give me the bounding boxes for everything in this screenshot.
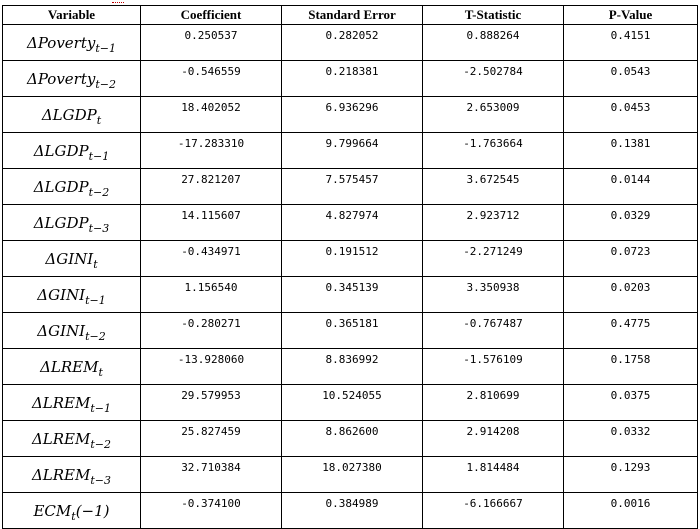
std-error-cell: 9.799664 — [282, 133, 423, 169]
variable-cell — [3, 169, 141, 205]
std-error-cell: 7.575457 — [282, 169, 423, 205]
variable-subscript: t — [98, 365, 103, 379]
variable-name: ΔLREM — [31, 393, 91, 412]
p-value-cell: 0.0543 — [564, 61, 698, 97]
variable-cell — [3, 457, 141, 493]
variable-name: ΔLREM — [31, 429, 91, 448]
t-statistic-cell: -6.166667 — [423, 493, 564, 529]
std-error-cell: 0.384989 — [282, 493, 423, 529]
variable-subscript: t−3 — [90, 473, 112, 487]
std-error-cell: 18.027380 — [282, 457, 423, 493]
table-row — [3, 421, 698, 457]
std-error-cell: 6.936296 — [282, 97, 423, 133]
coefficient-cell: -13.928060 — [141, 349, 282, 385]
std-error-cell: 10.524055 — [282, 385, 423, 421]
variable-subscript: t−2 — [88, 185, 110, 199]
p-value-cell: 0.0203 — [564, 277, 698, 313]
variable-cell — [3, 241, 141, 277]
variable-cell — [3, 133, 141, 169]
t-statistic-cell: 3.672545 — [423, 169, 564, 205]
coefficient-cell: 27.821207 — [141, 169, 282, 205]
variable-name: ΔLGDP — [33, 141, 89, 160]
t-statistic-cell: -2.271249 — [423, 241, 564, 277]
t-statistic-cell: -1.763664 — [423, 133, 564, 169]
std-error-cell: 0.365181 — [282, 313, 423, 349]
variable-cell — [3, 97, 141, 133]
t-statistic-cell: 3.350938 — [423, 277, 564, 313]
p-value-cell: 0.4151 — [564, 25, 698, 61]
variable-name: ΔGINI — [45, 249, 94, 268]
variable-name: ECM — [33, 501, 72, 520]
spellcheck-underline — [112, 0, 124, 3]
coefficient-cell: -0.434971 — [141, 241, 282, 277]
variable-name: ΔLGDP — [33, 177, 89, 196]
p-value-cell: 0.1758 — [564, 349, 698, 385]
header-std-error: Standard Error — [282, 6, 423, 25]
variable-cell — [3, 313, 141, 349]
variable-cell — [3, 205, 141, 241]
table-row — [3, 25, 698, 61]
header-coefficient: Coefficient — [141, 6, 282, 25]
p-value-cell: 0.0329 — [564, 205, 698, 241]
table-row — [3, 457, 698, 493]
coefficient-cell: 18.402052 — [141, 97, 282, 133]
std-error-cell: 8.862600 — [282, 421, 423, 457]
t-statistic-cell: 2.923712 — [423, 205, 564, 241]
table-row — [3, 133, 698, 169]
variable-cell — [3, 349, 141, 385]
t-statistic-cell: 0.888264 — [423, 25, 564, 61]
t-statistic-cell: 2.914208 — [423, 421, 564, 457]
table-row — [3, 241, 698, 277]
variable-lag-suffix: (−1) — [75, 501, 110, 520]
variable-subscript: t — [96, 113, 102, 127]
std-error-cell: 0.191512 — [282, 241, 423, 277]
coefficient-cell: 29.579953 — [141, 385, 282, 421]
regression-table — [2, 5, 698, 529]
variable-subscript: t−1 — [90, 401, 112, 415]
p-value-cell: 0.0332 — [564, 421, 698, 457]
variable-name: ΔLGDP — [33, 213, 89, 232]
p-value-cell: 0.4775 — [564, 313, 698, 349]
table-row — [3, 493, 698, 529]
p-value-cell: 0.1293 — [564, 457, 698, 493]
variable-subscript: t−1 — [88, 149, 110, 163]
variable-name: ΔPoverty — [26, 69, 96, 88]
coefficient-cell: -0.546559 — [141, 61, 282, 97]
table-row — [3, 61, 698, 97]
t-statistic-cell: 2.810699 — [423, 385, 564, 421]
coefficient-cell: 0.250537 — [141, 25, 282, 61]
coefficient-cell: -0.374100 — [141, 493, 282, 529]
std-error-cell: 0.345139 — [282, 277, 423, 313]
coefficient-cell: 1.156540 — [141, 277, 282, 313]
t-statistic-cell: 2.653009 — [423, 97, 564, 133]
p-value-cell: 0.1381 — [564, 133, 698, 169]
std-error-cell: 8.836992 — [282, 349, 423, 385]
p-value-cell: 0.0144 — [564, 169, 698, 205]
coefficient-cell: 14.115607 — [141, 205, 282, 241]
variable-name: ΔLREM — [31, 465, 91, 484]
variable-name: ΔLREM — [40, 357, 99, 376]
variable-subscript: t−3 — [88, 221, 110, 235]
std-error-cell: 4.827974 — [282, 205, 423, 241]
p-value-cell: 0.0375 — [564, 385, 698, 421]
table-row — [3, 169, 698, 205]
header-t-statistic: T-Statistic — [423, 6, 564, 25]
coefficient-cell: 32.710384 — [141, 457, 282, 493]
std-error-cell: 0.282052 — [282, 25, 423, 61]
variable-name: ΔGINI — [37, 285, 86, 304]
t-statistic-cell: -2.502784 — [423, 61, 564, 97]
header-variable: Variable — [3, 6, 141, 25]
header-p-value: P-Value — [564, 6, 698, 25]
coefficient-cell: -0.280271 — [141, 313, 282, 349]
variable-cell — [3, 421, 141, 457]
std-error-cell: 0.218381 — [282, 61, 423, 97]
p-value-cell: 0.0453 — [564, 97, 698, 133]
table-row — [3, 349, 698, 385]
variable-cell — [3, 61, 141, 97]
variable-name: ΔGINI — [37, 321, 86, 340]
t-statistic-cell: -1.576109 — [423, 349, 564, 385]
table-row — [3, 205, 698, 241]
variable-subscript: t−2 — [90, 437, 112, 451]
variable-subscript: t−1 — [95, 41, 116, 55]
variable-name: ΔLGDP — [41, 105, 97, 124]
coefficient-cell: 25.827459 — [141, 421, 282, 457]
t-statistic-cell: 1.814484 — [423, 457, 564, 493]
variable-cell — [3, 25, 141, 61]
variable-cell — [3, 385, 141, 421]
variable-cell — [3, 277, 141, 313]
p-value-cell: 0.0723 — [564, 241, 698, 277]
variable-subscript: t — [71, 509, 76, 523]
variable-subscript: t — [93, 257, 98, 271]
variable-subscript: t−2 — [85, 329, 106, 343]
variable-subscript: t−2 — [95, 77, 116, 91]
p-value-cell: 0.0016 — [564, 493, 698, 529]
table-row — [3, 385, 698, 421]
table-row — [3, 277, 698, 313]
coefficient-cell: -17.283310 — [141, 133, 282, 169]
table-row — [3, 313, 698, 349]
variable-cell — [3, 493, 141, 529]
table-row — [3, 97, 698, 133]
t-statistic-cell: -0.767487 — [423, 313, 564, 349]
header-row — [3, 6, 698, 25]
variable-name: ΔPoverty — [26, 33, 96, 52]
variable-subscript: t−1 — [85, 293, 106, 307]
